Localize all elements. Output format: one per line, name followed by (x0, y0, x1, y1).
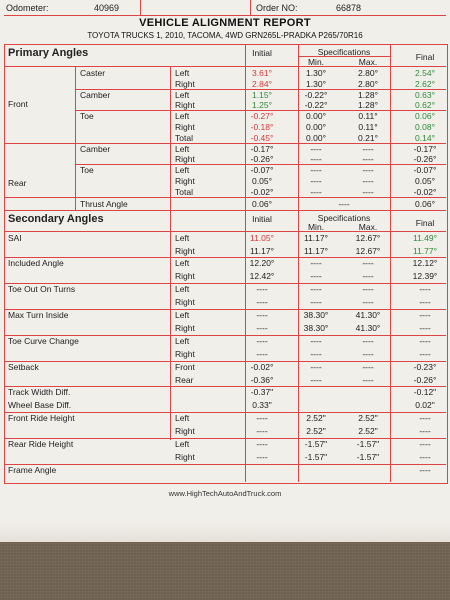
initial-value: ---- (256, 413, 268, 424)
spec-min-value: 38.30° (303, 310, 329, 320)
front-label: Front (8, 99, 28, 109)
row-side-label: Right (175, 100, 195, 111)
final-value: 0.06° (415, 111, 435, 122)
col-line-initial (245, 44, 246, 482)
spec-max-value: ---- (362, 143, 374, 154)
final-value: -0.12" (413, 387, 437, 398)
spec-max-value: 2.52" (358, 413, 378, 424)
spec-max-value: ---- (362, 335, 374, 346)
final-value: 0.62° (415, 100, 435, 111)
secondary-row-label: Toe Curve Change (8, 335, 79, 346)
initial-value: ---- (256, 335, 268, 346)
row-side-label: Right (175, 451, 195, 462)
spec-min-value: 38.30° (303, 322, 329, 333)
secondary-header-divider (4, 231, 446, 232)
secondary-angles-heading: Secondary Angles (8, 212, 104, 225)
initial-value: 1.25° (252, 100, 272, 111)
row-side-label: Left (175, 165, 190, 176)
row-side-label: Left (175, 413, 190, 424)
col-final: Final (415, 52, 435, 62)
initial-value: -0.37" (250, 387, 274, 398)
final-value: 11.49° (412, 232, 438, 243)
spec-max-value: 41.30° (355, 310, 381, 320)
row-side-label: Left (175, 284, 190, 295)
spec-max-value: 12.67° (355, 245, 381, 256)
spec-min-value: -0.22° (304, 100, 328, 111)
final-value: ---- (419, 464, 431, 475)
initial-value: 1.15° (252, 89, 272, 100)
row-side-label: Left (175, 89, 190, 100)
primary-group-label: Camber (80, 89, 111, 100)
spec-max-value: ---- (362, 284, 374, 295)
spec-min-value: ---- (310, 361, 322, 372)
spec-min-value: ---- (310, 284, 322, 295)
final-value: 2.54° (415, 68, 435, 78)
spec-min-value: ---- (310, 271, 322, 282)
initial-value: ---- (256, 348, 268, 359)
initial-value: ---- (256, 322, 268, 333)
sheet-bottom-shadow (0, 520, 450, 542)
spec-min-value: ---- (310, 165, 322, 176)
spec-min-value: ---- (310, 143, 322, 154)
spec-max-value: 1.28° (358, 89, 378, 100)
secondary-row-label: Setback (8, 361, 39, 372)
spec-min-value: ---- (310, 258, 322, 269)
odometer-label: Odometer: (6, 3, 49, 13)
col-line-spec (298, 44, 299, 482)
spec-min-value: ---- (310, 348, 322, 359)
footer-url: www.HighTechAutoAndTruck.com (168, 489, 282, 498)
row-side-label: Right (175, 78, 195, 89)
secondary-row-divider (4, 464, 446, 465)
secondary-row-divider (4, 361, 446, 362)
final-value: ---- (419, 348, 431, 359)
header-row (4, 0, 446, 15)
final-value: ---- (419, 439, 431, 449)
row-side-label: Right (175, 348, 195, 359)
col-initial-2: Initial (252, 213, 272, 224)
row-side-label: Right (175, 322, 195, 333)
row-side-label: Left (175, 232, 190, 243)
spec-max-value: ---- (362, 348, 374, 359)
final-value: 12.12° (412, 258, 438, 269)
primary-group-label: Camber (80, 143, 111, 154)
spec-min-value: ---- (310, 154, 322, 165)
col-specifications: Specifications (317, 47, 371, 57)
initial-value: -0.17° (250, 143, 274, 154)
spec-max-value: -1.57" (356, 439, 380, 449)
row-side-label: Right (175, 426, 195, 437)
initial-value: -0.36° (250, 374, 274, 385)
spec-max-value: ---- (362, 271, 374, 282)
header-separator-2 (250, 0, 251, 15)
primary-row-divider (4, 143, 446, 144)
spec-max-value: ---- (362, 186, 374, 197)
secondary-row-label: Included Angle (8, 258, 64, 269)
col-line-group (75, 66, 76, 210)
final-value: 0.02" (415, 400, 435, 411)
spec-max-value: 2.80° (358, 68, 378, 78)
spec-min-value: 1.30° (306, 78, 326, 89)
final-value: 12.39° (412, 271, 438, 282)
vehicle-description: TOYOTA TRUCKS 1, 2010, TACOMA, 4WD GRN265L-PRADKA P265/70R16 (87, 31, 363, 40)
initial-value: ---- (256, 284, 268, 295)
final-value: -0.26° (413, 374, 437, 385)
carpet-texture (0, 542, 450, 600)
row-side-label: Left (175, 310, 190, 320)
spec-min-value: 11.17° (303, 245, 329, 256)
secondary-row-label: Wheel Base Diff. (8, 400, 72, 411)
final-value: 0.05° (415, 176, 435, 186)
spec-max-value: ---- (362, 361, 374, 372)
initial-value: -0.45° (250, 132, 274, 143)
secondary-row-label: Frame Angle (8, 464, 57, 475)
spec-max-value: 0.21° (358, 132, 378, 143)
initial-value: -0.18° (250, 122, 274, 132)
spec-max-value: 2.52" (358, 426, 378, 437)
final-value: ---- (419, 413, 431, 424)
primary-header-divider (4, 66, 446, 67)
initial-value: ---- (256, 297, 268, 308)
initial-value: 0.05° (252, 176, 272, 186)
report-title: VEHICLE ALIGNMENT REPORT (139, 17, 311, 29)
spec-min-value: -1.57" (304, 439, 328, 449)
initial-value: 12.42° (249, 271, 275, 282)
col-line-side (170, 66, 171, 440)
final-value: 2.62° (415, 78, 435, 89)
spec-max-value: 0.11° (358, 111, 378, 122)
row-side-label: Right (175, 271, 195, 282)
final-value: ---- (419, 310, 431, 320)
thrust-final: 0.06° (415, 198, 435, 209)
odometer-value: 40969 (94, 3, 120, 13)
initial-value: -0.02° (250, 361, 274, 372)
spec-min-value: ---- (310, 186, 322, 197)
thrust-spec: ---- (338, 198, 350, 209)
spec-min-value: ---- (310, 335, 322, 346)
final-value: 0.08° (415, 122, 435, 132)
spec-min-value: 1.30° (306, 68, 326, 78)
final-value: ---- (419, 297, 431, 308)
spec-max-value: ---- (362, 297, 374, 308)
spec-subheader-divider (298, 56, 390, 57)
initial-value: ---- (256, 310, 268, 320)
final-value: ---- (419, 284, 431, 295)
spec-min-value: 0.00° (306, 111, 326, 122)
primary-row-divider (4, 197, 446, 198)
final-value: -0.26° (413, 154, 437, 165)
final-value: -0.23° (413, 361, 437, 372)
final-value: ---- (419, 426, 431, 437)
row-side-label: Rear (175, 374, 194, 385)
final-value: ---- (419, 451, 431, 462)
order-label: Order NO: (256, 3, 298, 13)
final-value: 0.63° (415, 89, 435, 100)
spec-min-value: ---- (310, 297, 322, 308)
secondary-row-divider (4, 257, 446, 258)
final-value: 0.14° (415, 132, 435, 143)
initial-value: 0.33" (252, 400, 272, 411)
secondary-row-label: Track Width Diff. (8, 387, 71, 398)
final-value: 11.77° (412, 245, 438, 256)
final-value: ---- (419, 335, 431, 346)
initial-value: -0.07° (250, 165, 274, 176)
row-side-label: Front (175, 361, 195, 372)
initial-value: ---- (256, 439, 268, 449)
col-initial: Initial (252, 48, 272, 58)
spec-min-value: -0.22° (304, 89, 328, 100)
initial-value: 2.84° (252, 78, 272, 89)
primary-group-label: Toe (80, 111, 94, 122)
row-side-label: Left (175, 68, 190, 78)
row-side-label: Left (175, 258, 190, 269)
spec-min-value: ---- (310, 374, 322, 385)
initial-value: 12.20° (249, 258, 275, 269)
row-side-label: Right (175, 122, 195, 132)
header-separator-1 (140, 0, 141, 15)
secondary-row-label: Max Turn Inside (8, 310, 69, 320)
spec-min-value: -1.57" (304, 451, 328, 462)
initial-value: -0.02° (250, 186, 274, 197)
initial-value: ---- (256, 451, 268, 462)
primary-group-label: Toe (80, 165, 94, 176)
order-value: 66878 (336, 3, 362, 13)
spec-max-value: ---- (362, 165, 374, 176)
spec-min-value: 11.17° (303, 232, 329, 243)
row-side-label: Left (175, 439, 190, 449)
spec-min-value: 2.52" (306, 413, 326, 424)
initial-value: 11.17° (249, 245, 275, 256)
initial-value: -0.27° (250, 111, 274, 122)
final-value: -0.02° (413, 186, 437, 197)
col-specifications-2: Specifications (317, 212, 371, 223)
row-side-label: Right (175, 154, 195, 165)
secondary-row-label: SAI (8, 232, 22, 243)
secondary-row-label: Front Ride Height (8, 413, 75, 424)
spec-min-value: 2.52" (306, 426, 326, 437)
spec-max-value: ---- (362, 176, 374, 186)
row-side-label: Left (175, 335, 190, 346)
row-side-label: Right (175, 245, 195, 256)
initial-value: ---- (256, 426, 268, 437)
spec-max-value: -1.57" (356, 451, 380, 462)
initial-value: 3.61° (252, 68, 272, 78)
row-side-label: Left (175, 111, 190, 122)
row-side-label: Total (175, 132, 193, 143)
secondary-row-label: Toe Out On Turns (8, 284, 76, 295)
col-line-final (390, 44, 391, 482)
row-side-label: Left (175, 143, 190, 154)
spec-max-value: ---- (362, 374, 374, 385)
col-final-2: Final (415, 217, 435, 228)
spec-max-value: 1.28° (358, 100, 378, 111)
spec-min-value: 0.00° (306, 122, 326, 132)
col-max: Max. (358, 57, 378, 67)
final-value: ---- (419, 322, 431, 333)
row-side-label: Right (175, 176, 195, 186)
spec-max-value: 41.30° (355, 322, 381, 333)
rear-label: Rear (8, 178, 27, 188)
thrust-initial: 0.06° (252, 198, 272, 209)
initial-value: 11.05° (249, 232, 275, 243)
spec-max-value: 12.67° (355, 232, 381, 243)
spec-min-value: ---- (310, 176, 322, 186)
final-value: -0.17° (413, 143, 437, 154)
primary-angles-heading: Primary Angles (8, 47, 89, 59)
spec-max-value: 0.11° (358, 122, 378, 132)
thrust-angle-label: Thrust Angle (80, 198, 128, 209)
spec-max-value: ---- (362, 154, 374, 165)
primary-group-label: Caster (80, 68, 106, 78)
initial-value: -0.26° (250, 154, 274, 165)
spec-max-value: ---- (362, 258, 374, 269)
col-min: Min. (307, 57, 325, 67)
col-max-2: Max. (358, 221, 378, 232)
header-divider (4, 15, 446, 16)
primary-bottom-divider (4, 210, 446, 211)
row-side-label: Right (175, 297, 195, 308)
final-value: -0.07° (413, 165, 437, 176)
row-side-label: Total (175, 186, 193, 197)
secondary-row-label: Rear Ride Height (8, 439, 74, 449)
col-min-2: Min. (307, 221, 325, 232)
spec-max-value: 2.80° (358, 78, 378, 89)
spec-min-value: 0.00° (306, 132, 326, 143)
